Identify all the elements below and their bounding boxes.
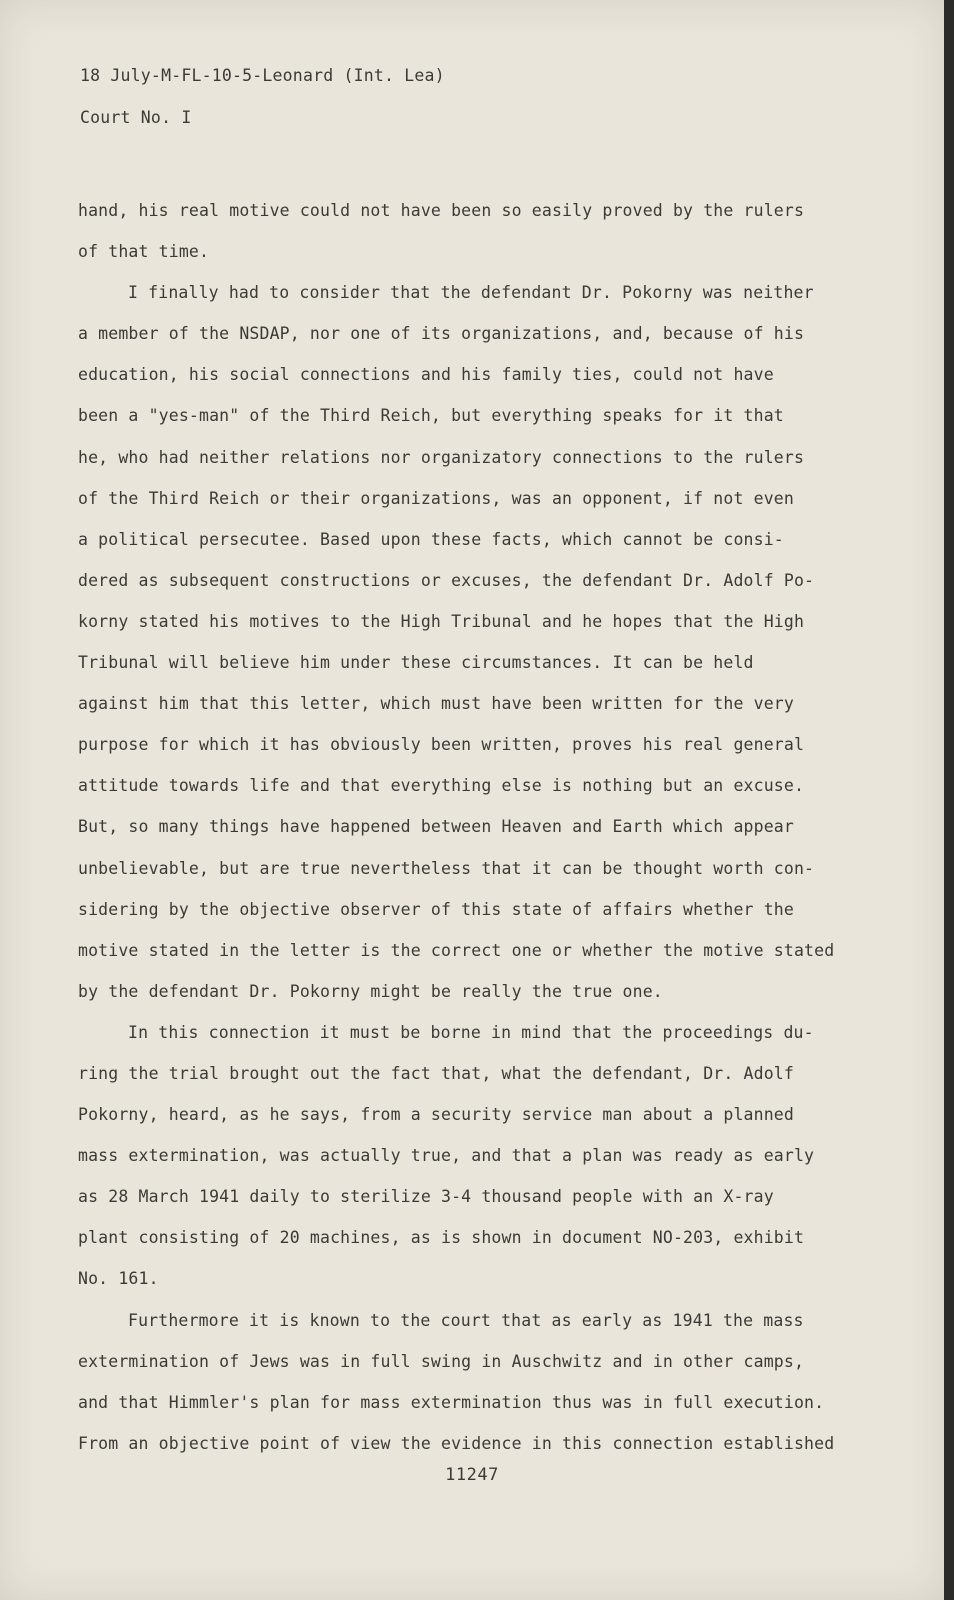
text-line: a member of the NSDAP, nor one of its organizations, and, because of his	[78, 324, 805, 344]
text-line: by the defendant Dr. Pokorny might be really the true one.	[78, 981, 663, 1001]
text-line: attitude towards life and that everything else is nothing but an excuse.	[78, 776, 805, 796]
paragraph-start-line: In this connection it must be borne in mind that the proceedings du-	[128, 1022, 814, 1042]
page-number: 11247	[445, 1465, 499, 1485]
text-line: he, who had neither relations nor organizatory connections to the rulers	[78, 447, 805, 467]
text-line: and that Himmler's plan for mass extermination thus was in full execution.	[78, 1392, 825, 1412]
text-line: against him that this letter, which must have been written for the very	[78, 694, 794, 714]
text-line: ring the trial brought out the fact that, what the defendant, Dr. Adolf	[78, 1063, 794, 1083]
text-line: of the Third Reich or their organizations, was an opponent, if not even	[78, 488, 794, 508]
text-line: From an objective point of view the evidence in this connection established	[78, 1433, 835, 1453]
text-line: education, his social connections and his family ties, could not have	[78, 365, 774, 385]
text-line: extermination of Jews was in full swing in Auschwitz and in other camps,	[78, 1351, 805, 1371]
text-line: purpose for which it has obviously been written, proves his real general	[78, 735, 805, 755]
text-line: plant consisting of 20 machines, as is shown in document NO-203, exhibit	[78, 1228, 805, 1248]
text-line: No. 161.	[78, 1269, 159, 1289]
scan-edge	[944, 0, 954, 1600]
text-line: a political persecutee. Based upon these facts, which cannot be consi-	[78, 529, 784, 549]
paragraph-start-line: I finally had to consider that the defendant Dr. Pokorny was neither	[128, 283, 814, 303]
text-line: of that time.	[78, 242, 210, 262]
text-line: hand, his real motive could not have been so easily proved by the rulers	[78, 201, 805, 220]
text-line: mass extermination, was actually true, and that a plan was ready as early	[78, 1146, 815, 1166]
text-line: unbelievable, but are true nevertheless that it can be thought worth con-	[78, 858, 815, 878]
document-reference: 18 July-M-FL-10-5-Leonard (Int. Lea)	[80, 66, 445, 85]
text-line: Pokorny, heard, as he says, from a security service man about a planned	[78, 1105, 794, 1125]
text-line: as 28 March 1941 daily to sterilize 3-4 thousand people with an X-ray	[78, 1187, 774, 1207]
text-line: Tribunal will believe him under these circumstances. It can be held	[78, 653, 754, 673]
text-line: motive stated in the letter is the correct one or whether the motive stated	[78, 940, 835, 960]
court-label: Court No. I	[80, 108, 192, 127]
text-line: korny stated his motives to the High Tribunal and he hopes that the High	[78, 611, 805, 631]
text-line: But, so many things have happened between Heaven and Earth which appear	[78, 817, 794, 837]
text-line: dered as subsequent constructions or excuses, the defendant Dr. Adolf Po-	[78, 570, 815, 590]
text-line: sidering by the objective observer of this state of affairs whether the	[78, 899, 794, 919]
document-body	[78, 190, 858, 1464]
paragraph-start-line: Furthermore it is known to the court that as early as 1941 the mass	[128, 1310, 804, 1330]
text-line: been a "yes-man" of the Third Reich, but everything speaks for it that	[78, 406, 784, 426]
